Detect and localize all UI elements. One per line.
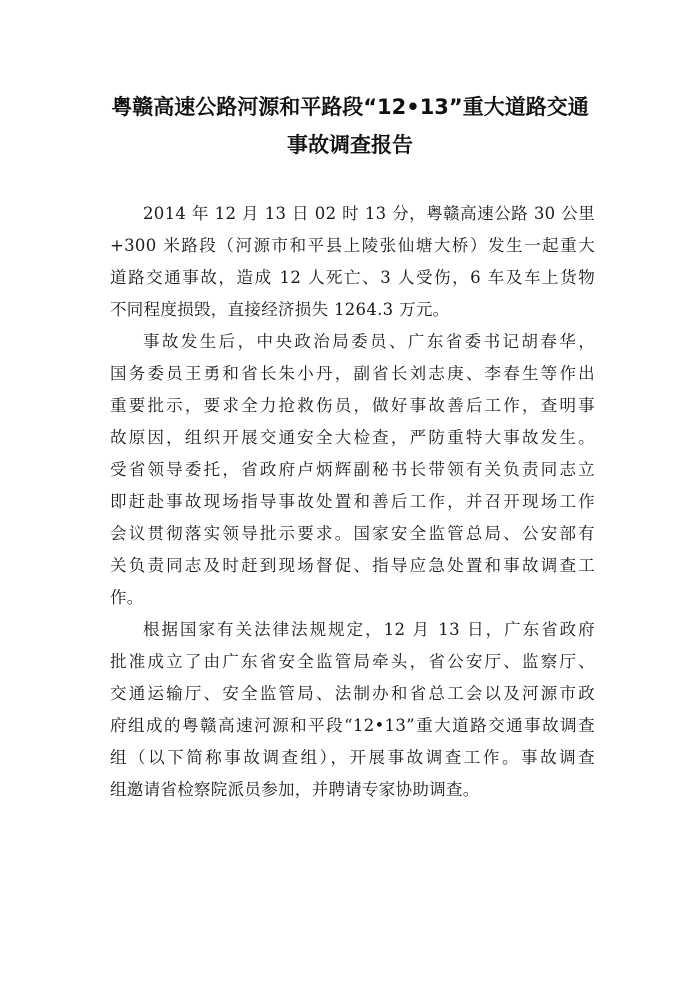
paragraph-accident-summary bbox=[110, 198, 595, 326]
text-line: 组邀请省检察院派员参加，并聘请专家协助调查。 bbox=[110, 780, 480, 799]
text-line: 关负责同志及时赶到现场督促、指导应急处置和事故调查工 bbox=[110, 556, 595, 575]
title-line-1: 粤赣高速公路河源和平路段“12•13”重大道路交通 bbox=[111, 95, 589, 119]
text-line: 批准成立了由广东省安全监管局牵头，省公安厅、监察厅、 bbox=[110, 652, 595, 671]
text-line: 故原因，组织开展交通安全大检查，严防重特大事故发生。 bbox=[110, 428, 595, 447]
text-line: 重要批示，要求全力抢救伤员，做好事故善后工作，查明事 bbox=[110, 396, 595, 415]
text-line: 即赶赴事故现场指导事故处置和善后工作，并召开现场工作 bbox=[110, 492, 595, 511]
paragraph-response bbox=[110, 326, 595, 614]
text-line: 2014 年 12 月 13 日 02 时 13 分，粤赣高速公路 30 公里 bbox=[143, 204, 595, 223]
text-line: 作。 bbox=[110, 588, 144, 607]
text-line: 道路交通事故，造成 12 人死亡、3 人受伤，6 车及车上货物 bbox=[110, 268, 595, 287]
paragraph-investigation bbox=[110, 614, 595, 806]
text-line: 事故发生后，中央政治局委员、广东省委书记胡春华， bbox=[143, 332, 595, 351]
text-line: 根据国家有关法律法规规定，12 月 13 日，广东省政府 bbox=[143, 620, 595, 639]
title-line-2: 事故调查报告 bbox=[287, 133, 413, 157]
text-line: 国务委员王勇和省长朱小丹，副省长刘志庚、李春生等作出 bbox=[110, 364, 595, 383]
text-line: 不同程度损毁，直接经济损失 1264.3 万元。 bbox=[110, 300, 450, 319]
text-line: 交通运输厅、安全监管局、法制办和省总工会以及河源市政 bbox=[110, 684, 595, 703]
text-line: 组（以下简称事故调查组），开展事故调查工作。事故调查 bbox=[110, 748, 595, 767]
report-body bbox=[110, 198, 595, 806]
text-line: 府组成的粤赣高速河源和平段“12•13”重大道路交通事故调查 bbox=[110, 716, 595, 735]
text-line: 会议贯彻落实领导批示要求。国家安全监管总局、公安部有 bbox=[110, 524, 595, 543]
report-title bbox=[95, 88, 605, 164]
text-line: +300 米路段（河源市和平县上陵张仙塘大桥）发生一起重大 bbox=[110, 236, 595, 255]
text-line: 受省领导委托，省政府卢炳辉副秘书长带领有关负责同志立 bbox=[110, 460, 595, 479]
